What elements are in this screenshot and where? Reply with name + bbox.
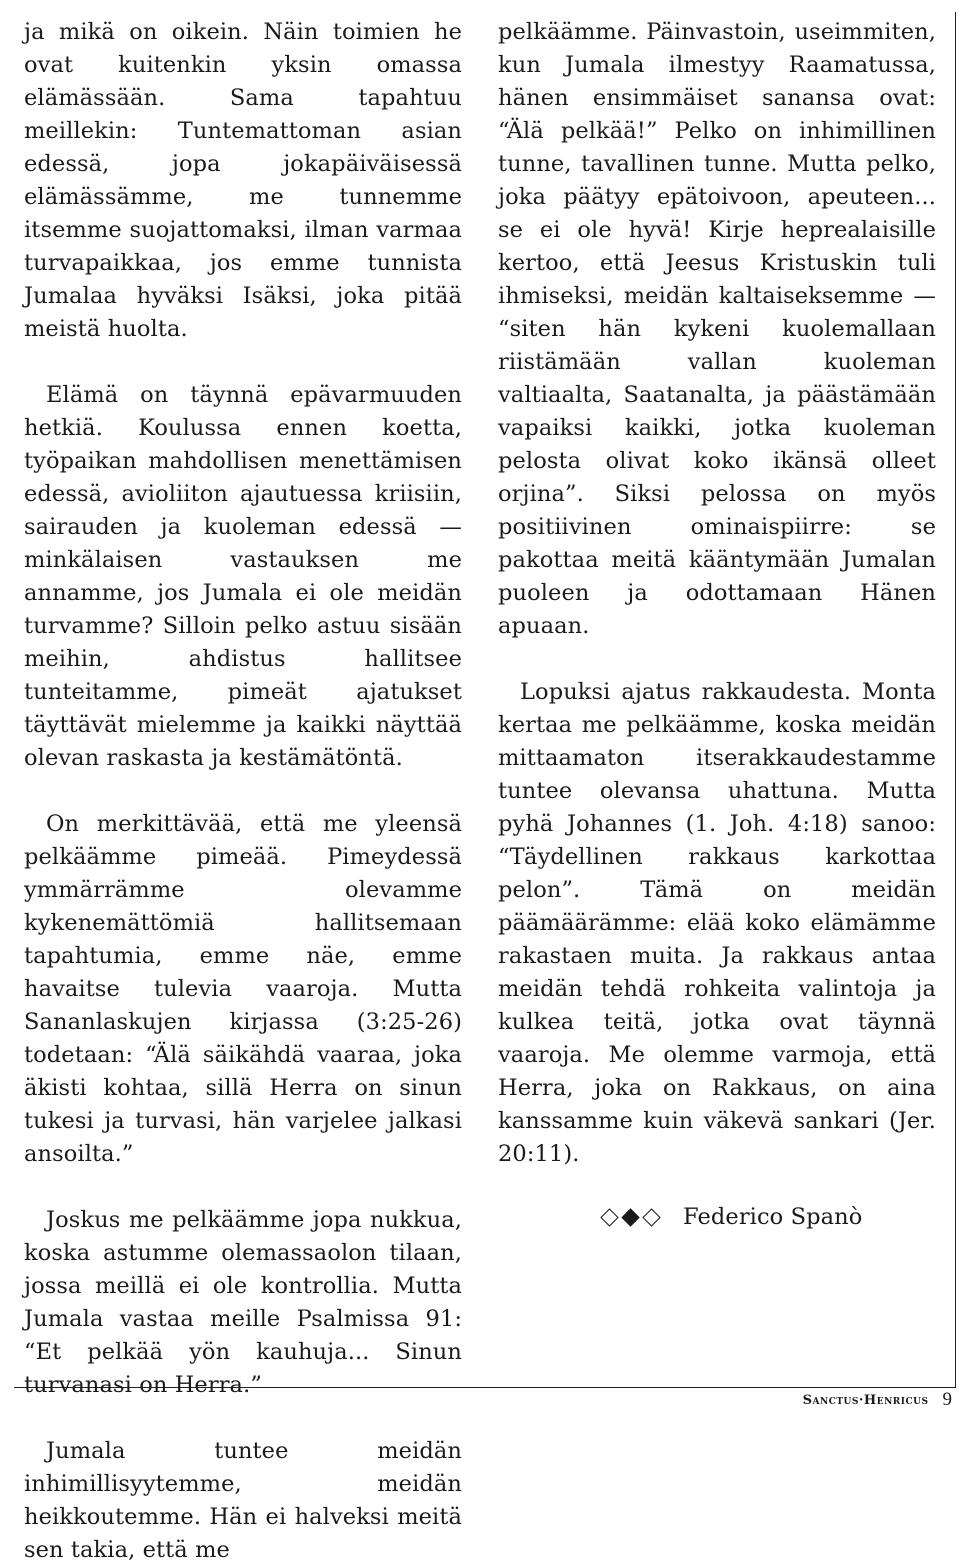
paragraph: On merkittävää, että me yleensä pelkäämme pimeää. Pimeydessä ymmärrämme olevamme kykenemättömiä hallitsemaan tapahtumia, emme näe, emme havaitse tulevia vaaroja. Mutta Sananlaskujen kirjassa (3:25-26) todetaan: “Älä säikähdä vaaraa, joka äkisti kohtaa, sillä Herra on sinun tukesi ja turvasi, hän varjelee jalkasi ansoilta.” (24, 811, 462, 1167)
paragraph: ja mikä on oikein. Näin toimien he ovat kuitenkin yksin omassa elämässään. Sama tapahtuu meillekin: Tuntemattoman asian edessä, jopa jokapäiväisessä elämässämme, me tunnemme itsemme suojattomaksi, ilman varmaa turvapaikkaa, jos emme tunnista Jumalaa hyväksi Isäksi, joka pitää meistä huolta. (24, 19, 462, 342)
right-column (498, 16, 936, 1234)
author-signature (498, 1201, 936, 1234)
author-name: Federico Spanò (683, 1204, 863, 1230)
magazine-title: Sanctus·Henricus (802, 1392, 929, 1408)
diamond-ornament-icon (600, 1211, 661, 1224)
paragraph: Joskus me pelkäämme jopa nukkua, koska astumme olemassaolon tilaan, jossa meillä ei ole kontrollia. Mutta Jumala vastaa meille Psalmissa 91: “Et pelkää yön kauhuja... Sinun turvanasi on Herra.” (24, 1207, 462, 1398)
page-footer (803, 1388, 952, 1412)
left-column (24, 16, 462, 1567)
paragraph: pelkäämme. Päinvastoin, useimmiten, kun Jumala ilmestyy Raamatussa, hänen ensimmäiset sanansa ovat: “Älä pelkää!” Pelko on inhimillinen tunne, tavallinen tunne. Mutta pelko, joka päätyy epätoivoon, apeuteen... se ei ole hyvä! Kirje heprealaisille kertoo, että Jeesus Kristuskin tuli ihmiseksi, meidän kaltaiseksemme — “siten hän kykeni kuolemallaan riistämään vallan kuoleman valtiaalta, Saatanalta, ja päästämään vapaiksi kaikki, jotka kuoleman pelosta olivat koko ikänsä olleet orjina”. Siksi pelossa on myös positiivinen ominaispiirre: se pakottaa meitä kääntymään Jumalan puoleen ja odottamaan Hänen apuaan. (498, 19, 936, 639)
paragraph: Jumala tuntee meidän inhimillisyytemme, meidän heikkoutemme. Hän ei halveksi meitä sen takia, että me (24, 1438, 462, 1563)
paragraph: Lopuksi ajatus rakkaudesta. Monta kertaa me pelkäämme, koska meidän mittaamaton itserakkaudestamme tuntee olevansa uhattuna. Mutta pyhä Johannes (1. Joh. 4:18) sanoo: “Täydellinen rakkaus karkottaa pelon”. Tämä on meidän päämäärämme: elää koko elämämme rakastaen muita. Ja rakkaus antaa meidän tehdä rohkeita valintoja ja kulkea teitä, jotka ovat täynnä vaaroja. Me olemme varmoja, että Herra, joka on Rakkaus, on aina kanssamme kuin väkevä sankari (Jer. 20:11). (498, 679, 936, 1167)
paragraph: Elämä on täynnä epävarmuuden hetkiä. Koulussa ennen koetta, työpaikan mahdollisen menettämisen edessä, avioliiton ajautuessa kriisiin, sairauden ja kuoleman edessä — minkälaisen vastauksen me annamme, jos Jumala ei ole meidän turvamme? Silloin pelko astuu sisään meihin, ahdistus hallitsee tunteitamme, pimeät ajatukset täyttävät mielemme ja kaikki näyttää olevan raskasta ja kestämätöntä. (24, 382, 462, 771)
page-number: 9 (942, 1389, 952, 1410)
